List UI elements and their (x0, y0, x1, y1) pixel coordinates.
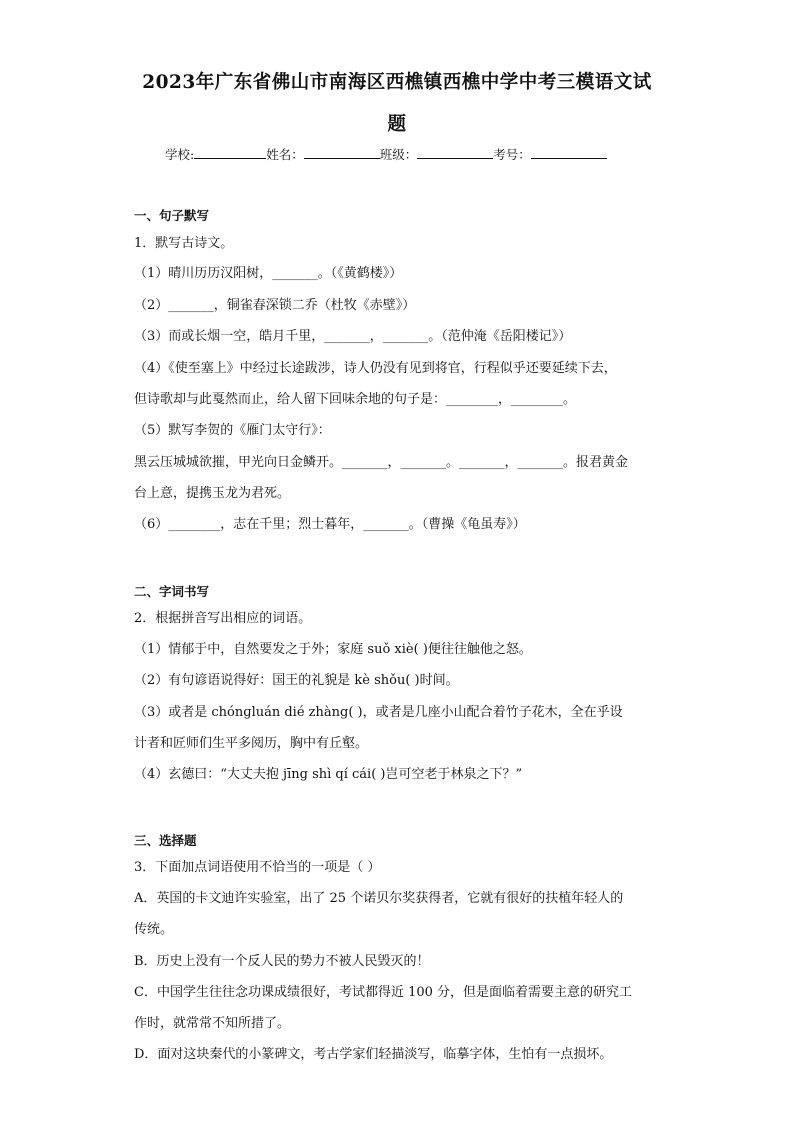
q2-item-3-line-1: （3）或者是 chónɡluán dié zhàng( )，或者是几座小山配合着竹子花木，全在乎设 (134, 705, 623, 720)
class-label: 班级： (379, 147, 418, 162)
option-a-line-2: 传统。 (134, 922, 174, 937)
section-heading-3: 三、选择题 (134, 833, 197, 848)
q1-item-2: （2）_______，铜雀春深锁二乔（杜牧《赤壁》） (134, 298, 416, 313)
q2-item-1: （1）情郁于中，自然要发之于外；家庭 suǒ xiè( )便往往触他之怒。 (134, 642, 532, 657)
option-c-line-1: C．中国学生往往念功课成绩很好，考试都得近 100 分，但是面临着需要主意的研究工 (134, 985, 633, 1000)
exam-title-line-2: 题 (387, 114, 407, 135)
exam-no-label: 考号： (493, 147, 531, 162)
q1-item-3: （3）而或长烟一空，皓月千里，_______，_______。（范仲淹《岳阳楼记》） (134, 329, 572, 344)
name-blank[interactable] (304, 146, 380, 159)
option-b: B．历史上没有一个反人民的势力不被人民毁灭的！ (134, 954, 430, 969)
option-c-line-2: 作时，就常常不知所措了。 (134, 1016, 291, 1031)
question-1: 1．默写古诗文。 (134, 236, 234, 251)
q2-item-3-line-2: 计者和匠师们生平多阅历，胸中有丘壑。 (134, 736, 369, 751)
q1-item-5: （5）默写李贺的《雁门太守行》： (134, 423, 331, 438)
school-label: 学校: (165, 147, 195, 162)
q2-item-2: （2）有句谚语说得好：国王的礼貌是 kè shǒu( )时间。 (134, 673, 459, 688)
q1-item-4-line-1: （4）《使至塞上》中经过长途跋涉，诗人仍没有见到将官，行程似乎还要延续下去， (134, 361, 617, 376)
option-a-line-1: A．英国的卡文迪许实验室，出了 25 个诺贝尔奖获得者，它就有很好的扶植年轻人的 (134, 891, 624, 906)
exam-title-line-1: 2023年广东省佛山市南海区西樵镇西樵中学中考三模语文试 (142, 72, 652, 93)
question-3: 3．下面加点词语使用不恰当的一项是（ ） (134, 860, 381, 875)
question-2: 2．根据拼音写出相应的词语。 (134, 611, 312, 626)
q1-item-1: （1）晴川历历汉阳树，_______。（《黄鹤楼》） (134, 266, 403, 281)
q1-item-4-line-2: 但诗歌却与此戛然而止，给人留下回味余地的句子是：________，________。 (134, 392, 577, 407)
q1-item-5-poem-line-1: 黑云压城城欲摧，甲光向日金鳞开。_______，_______。_______，_______。报君黄金 (134, 455, 629, 470)
q1-item-6: （6）________，志在千里；烈士暮年，_______。（曹操《龟虽寿》） (134, 517, 526, 532)
exam-no-blank[interactable] (531, 146, 607, 159)
class-blank[interactable] (417, 146, 493, 159)
student-info-row (165, 145, 645, 163)
school-blank[interactable] (194, 146, 266, 159)
name-label: 姓名： (266, 147, 304, 162)
section-heading-2: 二、字词书写 (134, 584, 210, 599)
option-d: D．面对这块秦代的小篆碑文，考古学家们轻描淡写，临摹字体，生怕有一点损坏。 (134, 1047, 613, 1062)
q2-item-4: （4）玄德曰：“大丈夫抱 jīng shì qí cái( )岂可空老于林泉之下？” (134, 767, 523, 782)
q1-item-5-poem-line-2: 台上意，提携玉龙为君死。 (134, 486, 291, 501)
section-heading-1: 一、句子默写 (134, 208, 210, 223)
